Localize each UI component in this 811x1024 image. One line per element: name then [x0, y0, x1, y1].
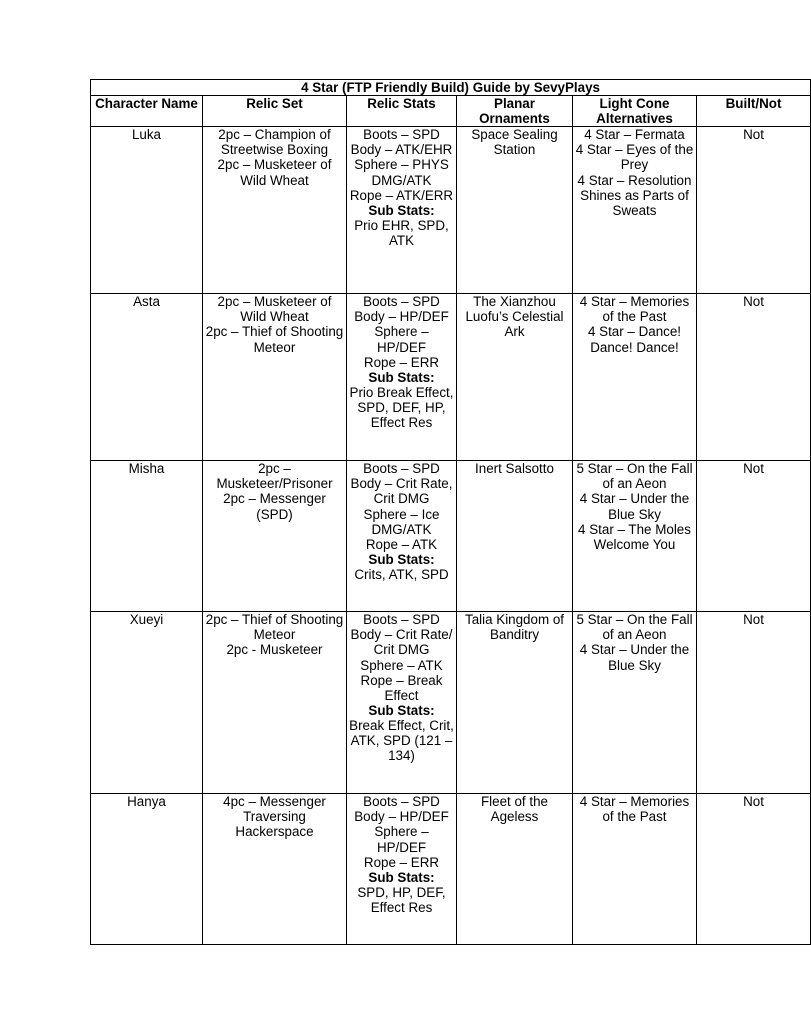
relic-set-line: 2pc – Musketeer of Wild Wheat	[217, 157, 332, 188]
cone-line: 5 Star – On the Fall of an Aeon	[576, 461, 693, 492]
relic-stats-cell	[347, 127, 457, 294]
sub-stats-label: Sub Stats:	[368, 369, 435, 385]
light-cone-cell	[573, 612, 697, 794]
stat-line: Boots – SPD	[363, 794, 440, 810]
sub-stats-value: Break Effect, Crit, ATK, SPD (121 – 134)	[349, 717, 454, 764]
built-status: Not	[697, 794, 811, 945]
built-status: Not	[697, 461, 811, 612]
relic-set-line: 2pc – Musketeer/Prisoner	[216, 461, 333, 492]
cone-line: 4 Star – Fermata	[584, 127, 685, 143]
stat-line: Sphere – PHYS DMG/ATK	[354, 157, 449, 188]
built-status: Not	[697, 294, 811, 461]
relic-set-line: 2pc – Musketeer of Wild Wheat	[217, 294, 332, 325]
planar-cell: Fleet of the Ageless	[457, 794, 573, 945]
relic-set-cell	[203, 612, 347, 794]
cone-line: 4 Star – Memories of the Past	[579, 794, 690, 825]
sub-stats-value: Crits, ATK, SPD	[354, 566, 449, 582]
table-row	[91, 461, 811, 612]
stat-line: Body – ATK/EHR	[350, 142, 453, 158]
sub-stats-value: Prio EHR, SPD, ATK	[354, 217, 449, 248]
stat-line: Sphere – HP/DEF	[374, 824, 429, 855]
relic-set-line: 2pc - Musketeer	[226, 642, 323, 658]
sub-stats-label: Sub Stats:	[368, 702, 435, 718]
cone-line: 4 Star – Eyes of the Prey	[575, 142, 694, 173]
relic-set-line: 2pc – Champion of Streetwise Boxing	[218, 127, 331, 158]
character-name: Misha	[91, 461, 203, 612]
relic-set-cell	[203, 794, 347, 945]
light-cone-cell	[573, 127, 697, 294]
relic-set-cell	[203, 461, 347, 612]
header-row	[91, 96, 811, 127]
light-cone-cell	[573, 294, 697, 461]
stat-line: Sphere – ATK	[360, 657, 443, 673]
cone-line: 4 Star – Dance! Dance! Dance!	[587, 324, 682, 355]
cone-line: 4 Star – The Moles Welcome You	[578, 521, 691, 552]
relic-set-cell	[203, 294, 347, 461]
cone-line: 4 Star – Under the Blue Sky	[579, 642, 690, 673]
relic-set-cell	[203, 127, 347, 294]
stat-line: Rope – ATK/ERR	[349, 187, 454, 203]
header-built: Built/Not	[697, 96, 811, 127]
relic-set-line: 4pc – Messenger Traversing Hackerspace	[223, 794, 326, 840]
stat-line: Sphere – HP/DEF	[374, 324, 429, 355]
relic-set-line: 2pc – Thief of Shooting Meteor	[205, 324, 344, 355]
sub-stats-label: Sub Stats:	[368, 869, 435, 885]
light-cone-cell	[573, 794, 697, 945]
character-name: Xueyi	[91, 612, 203, 794]
relic-set-line: 2pc – Messenger (SPD)	[223, 491, 326, 522]
character-name: Luka	[91, 127, 203, 294]
character-name: Asta	[91, 294, 203, 461]
sub-stats-label: Sub Stats:	[368, 202, 435, 218]
stat-line: Rope – Break Effect	[360, 672, 443, 703]
built-status: Not	[697, 127, 811, 294]
stat-line: Boots – SPD	[363, 461, 440, 477]
cone-line: 4 Star – Resolution Shines as Parts of Sweats	[577, 172, 692, 218]
stat-line: Body – HP/DEF	[354, 309, 449, 325]
header-relic-set: Relic Set	[203, 96, 347, 127]
stat-line: Body – HP/DEF	[354, 809, 449, 825]
stat-line: Rope – ERR	[363, 354, 440, 370]
stat-line: Rope – ATK	[365, 536, 438, 552]
stat-line: Rope – ERR	[363, 854, 440, 870]
relic-stats-cell	[347, 461, 457, 612]
planar-cell: Talia Kingdom of Banditry	[457, 612, 573, 794]
light-cone-cell	[573, 461, 697, 612]
sub-stats-value: Prio Break Effect, SPD, DEF, HP, Effect Res	[349, 384, 454, 431]
table-row	[91, 127, 811, 294]
planar-cell: Space Sealing Station	[457, 127, 573, 294]
relic-stats-cell	[347, 612, 457, 794]
planar-cell: Inert Salsotto	[457, 461, 573, 612]
stat-line: Boots – SPD	[363, 612, 440, 628]
header-relic-stats: Relic Stats	[347, 96, 457, 127]
stat-line: Boots – SPD	[363, 294, 440, 310]
build-guide-table	[90, 79, 811, 945]
table-row	[91, 612, 811, 794]
built-status: Not	[697, 612, 811, 794]
header-light-cone: Light Cone Alternatives	[573, 96, 697, 127]
relic-set-line: 2pc – Thief of Shooting Meteor	[205, 612, 344, 643]
cone-line: 4 Star – Memories of the Past	[579, 294, 690, 325]
header-character: Character Name	[91, 96, 203, 127]
character-name: Hanya	[91, 794, 203, 945]
relic-stats-cell	[347, 794, 457, 945]
table-row	[91, 794, 811, 945]
relic-stats-cell	[347, 294, 457, 461]
sub-stats-label: Sub Stats:	[368, 551, 435, 567]
cone-line: 5 Star – On the Fall of an Aeon	[576, 612, 693, 643]
stat-line: Body – Crit Rate, Crit DMG	[350, 476, 453, 507]
table-title: 4 Star (FTP Friendly Build) Guide by SevyPlays	[91, 80, 811, 96]
table-row	[91, 294, 811, 461]
planar-cell: The Xianzhou Luofu’s Celestial Ark	[457, 294, 573, 461]
stat-line: Boots – SPD	[363, 127, 440, 143]
cone-line: 4 Star – Under the Blue Sky	[579, 491, 690, 522]
sub-stats-value: SPD, HP, DEF, Effect Res	[357, 884, 446, 915]
stat-line: Body – Crit Rate/ Crit DMG	[350, 627, 453, 658]
header-planar: Planar Ornaments	[457, 96, 573, 127]
stat-line: Sphere – Ice DMG/ATK	[363, 506, 440, 537]
